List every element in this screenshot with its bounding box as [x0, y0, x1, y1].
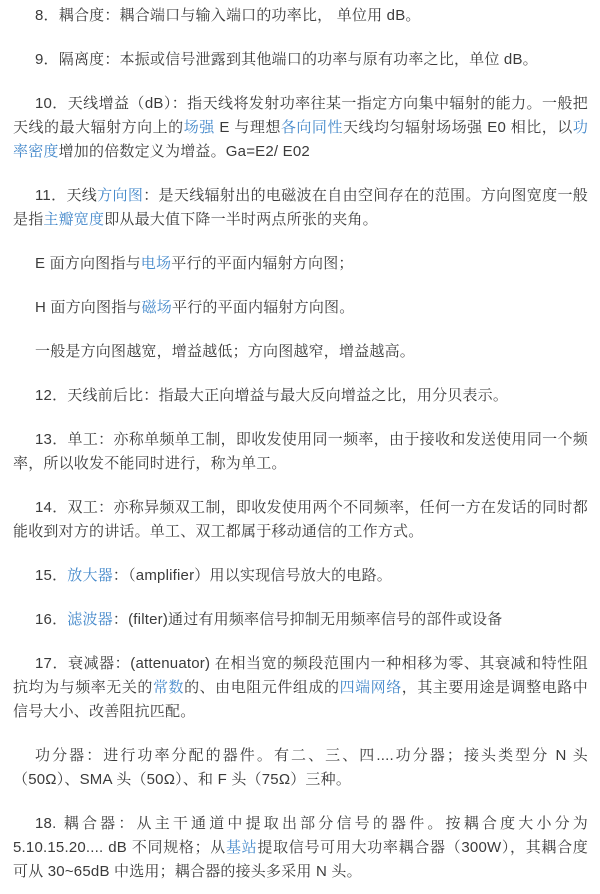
text-run: 13．单工：亦称单频单工制，即收发使用同一频率，由于接收和发送使用同一个频率，所以收发不能同时进行，称为单工。 [13, 431, 588, 472]
term-link[interactable]: 主瓣宽度 [43, 211, 105, 228]
text-run: 提取信号可用大功率耦合器（300W），其耦合度可从 30~65dB 中选用；耦合器的接头多采用 N 头。 [13, 839, 588, 880]
text-run: 17．衰减器：(attenuator) 在相当宽的频段范围内一种相移为零、其衰减和特性阻抗均为与频率无关的 [13, 655, 588, 696]
paragraph-3 [13, 92, 588, 164]
paragraph-6 [13, 296, 588, 320]
paragraph-12 [13, 608, 588, 632]
term-link[interactable]: 基站 [225, 839, 258, 856]
paragraph-9 [13, 428, 588, 476]
text-run: ，其主要用途是调整电路中信号大小、改善阻抗匹配。 [13, 679, 589, 720]
term-link[interactable]: 各向同性 [280, 119, 343, 136]
text-run: 16． [35, 611, 68, 628]
text-run: 8．耦合度：耦合端口与输入端口的功率比， 单位用 dB。 [35, 7, 421, 24]
paragraph-15 [13, 812, 588, 884]
paragraph-1 [13, 4, 588, 28]
paragraph-2 [13, 48, 588, 72]
text-run: ：(filter)通过有用频率信号抑制无用频率信号的部件或设备 [112, 611, 503, 628]
text-run: 平行的平面内辐射方向图。 [172, 299, 355, 316]
text-run: 10．天线增益（dB）：指天线将发射功率往某一指定方向集中辐射的能力。一般把天线的最大辐射方向上的 [13, 95, 588, 136]
paragraph-14 [13, 744, 588, 792]
paragraph-5 [13, 252, 588, 276]
term-link[interactable]: 电场 [140, 255, 172, 272]
paragraph-13 [13, 652, 588, 724]
text-run: H 面方向图指与 [35, 299, 142, 316]
text-run: ：（amplifier）用以实现信号放大的电路。 [112, 567, 392, 584]
paragraph-4 [13, 184, 588, 232]
term-link[interactable]: 功率密度 [13, 119, 589, 160]
term-link[interactable]: 四端网络 [339, 679, 402, 696]
text-run: 增加的倍数定义为增益。Ga=E2/ E02 [58, 143, 310, 160]
paragraph-7 [13, 340, 588, 364]
paragraph-10 [13, 496, 588, 544]
term-link[interactable]: 放大器 [67, 567, 113, 584]
text-run: 18. 耦合器：从主干通道中提取出部分信号的器件。按耦合度大小分为 5.10.15.20.... dB 不同规格；从 [13, 815, 588, 856]
text-run: 平行的平面内辐射方向图； [171, 255, 354, 272]
text-run: 11．天线 [35, 187, 98, 204]
term-link[interactable]: 滤波器 [67, 611, 113, 628]
text-run: 9．隔离度：本振或信号泄露到其他端口的功率与原有功率之比，单位 dB。 [35, 51, 538, 68]
paragraph-8 [13, 384, 588, 408]
term-link[interactable]: 常数 [152, 679, 185, 696]
text-run: ：是天线辐射出的电磁波在自由空间存在的范围。方向图宽度一般是指 [13, 187, 588, 228]
text-run: 天线均匀辐射场场强 E0 相比，以 [342, 119, 573, 136]
text-run: E 面方向图指与 [35, 255, 141, 272]
text-run: 12．天线前后比：指最大正向增益与最大反向增益之比，用分贝表示。 [35, 387, 509, 404]
paragraph-11 [13, 564, 588, 588]
text-run: 的、由电阻元件组成的 [184, 679, 340, 696]
term-link[interactable]: 磁场 [141, 299, 173, 316]
text-run: 15． [35, 567, 68, 584]
text-run: 一般是方向图越宽，增益越低；方向图越窄，增益越高。 [35, 343, 416, 360]
text-run: 14．双工：亦称异频双工制，即收发使用两个不同频率，任何一方在发话的同时都能收到对方的讲话。单工、双工都属于移动通信的工作方式。 [13, 499, 588, 540]
text-run: 即从最大值下降一半时两点所张的夹角。 [104, 211, 378, 228]
term-link[interactable]: 方向图 [97, 187, 144, 204]
text-run: 功分器：进行功率分配的器件。有二、三、四....功分器；接头类型分 N 头（50Ω）、SMA 头（50Ω）、和 F 头（75Ω）三种。 [13, 747, 588, 788]
term-link[interactable]: 场强 [183, 119, 215, 136]
text-run: E 与理想 [214, 119, 281, 136]
